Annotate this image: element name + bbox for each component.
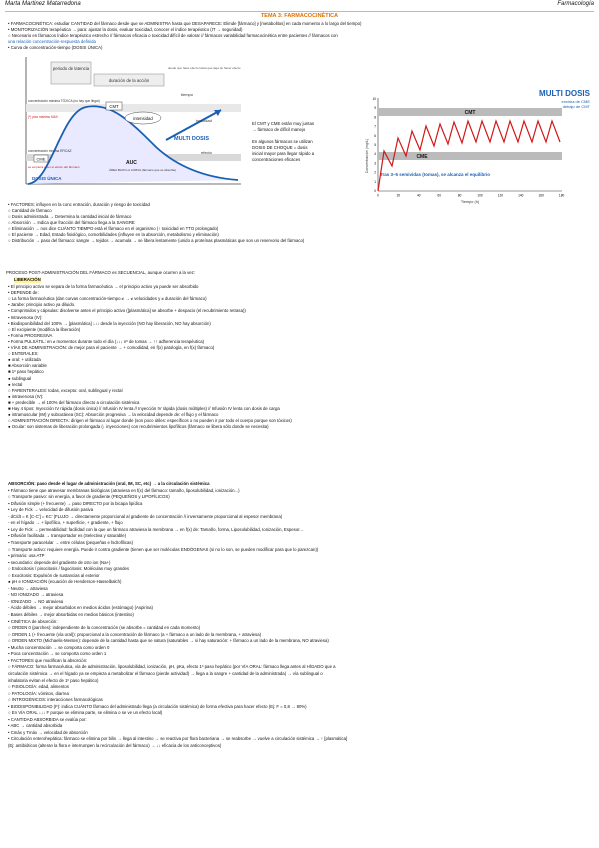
note-3: DOSIS DE CHOQUE = dosis [252,145,308,150]
liberation-tag: LIBERACIÓN [14,277,41,282]
x-tick-label: 60 [437,193,441,198]
x-tick-label: 80 [457,193,462,198]
absorption-line: ▪ Difusión simple (+ frecuente) → paso DIRECTO por la bicapa lipídica [8,500,143,506]
absorption-line: ○ Transporte activo: requiere energía. Puede ir contra gradiente (tienen que ser moléculas ENDÓGENAS (si no lo son, se pueden modificar para que lo parezcan)) [8,546,319,552]
y-tick-label: 1 [374,179,376,184]
absorption-line: - NO IONIZADO → atraviesa [8,592,64,598]
y-tick-label: 2 [374,170,376,175]
absorption-line: • Fármaco tiene que atravesar membranas biológicas (atraviesa en f(x) del fármaco: tamaño, liposolubilidad, ionización...) [8,487,240,493]
process-line: ■ + predecible → el 100% del fármaco directo a circulación sistémica [8,399,140,405]
factors-line-6: ○ Distribución → paso del fármaco: sangre → tejidos → acumula → se libera lentamente (unido a proteínas plasmáticas que son un reservorio del fármaco) [8,238,305,243]
absorption-line: ○ Endocitosis / pinocitosis / fagocitosis: Moléculas muy grandes [8,566,130,572]
absorption-line: ▪ primario: usa ATP [8,553,45,559]
process-line: • Biodisponibilidad del 100% → [plasmática] ↓↓↓ desde la inyección (NO hay liberación, NO hay absorción) [8,320,211,326]
peak-label: (*) pico máximo MAX [28,115,58,119]
process-line: ● Ocular: son sistemas de liberación prolongada (↓ inyecciones) con recubrimientos lipofílicos (fármaco se libera sólo donde se necesita) [8,424,269,430]
process-heading: PROCESO POST-ADMINISTRACIÓN DEL FÁRMACO es SECUENCIAL, aunque ocurren a la vez: [6,270,195,275]
process-line: ■ 1º paso hepático [8,369,44,375]
y-axis-label: Concentración (mg/L) [365,138,369,174]
toxic-band [26,104,241,112]
absorption-line: circulación sistémica → en el hígado ya se empieza a metabolizar el fármaco (pierde actividad) → llega a la sangre + cantidad de la administrada) → vía sublingual o [8,670,323,676]
absorption-line: ▪ Transporte paracelular → entre células (pequeñas e hidrofílicas) [8,539,134,545]
intro-line-0: • FARMACOCINÉTICA: estudiar CANTIDAD del fármaco desde que se ADMINISTRA hasta que DESAPARECE: Elimde [fármaco] y [metabolitos] en cada momento a lo largo del tiempo) [8,21,362,26]
multi-dose-label: MULTI DOSIS [174,136,210,142]
y-tick-label: 4 [374,152,376,157]
absorption-line: • CINÉTICA de absorción: [8,618,58,624]
absorption-line: ○ FISIOLOGÍA: edad, alimentos [8,684,69,690]
cmt-band-label: CMT [464,110,476,116]
absorption-line: • Circulación enterohepática: fármaco se elimina por bilis → llega al intestino → se reactiva por flora bacteriana → se reabsorbe → vuelve a circulación sistémica → ↑ [plasmática] [8,736,348,742]
process-line: ● oral: + utilizada [8,357,41,363]
y-tick-label: 0 [374,189,376,193]
x-tick-label: 120 [497,193,504,198]
equilibrium-caption: Tras 3–5 semividas (tomas), se alcanza el equilibrio [380,172,491,177]
process-line: • El principio activo se separa de la forma farmacéutica → el principio activo ya puede ser absorbido [8,284,199,289]
absorption-line: inhalatoria evitan el efecto de 1º paso hepático) [8,677,99,683]
process-line: ▪ Forma PULSÁTIL: en ≠ momentos durante todo el día (↓↓↓ nº de tomas → ↑↑ adherencia terapéutica) [8,338,205,344]
process-line: • DEPENDE de: [8,290,39,296]
page-header [5,1,594,12]
toxic-conc-label: concentración máxima TÓXICA (no hay que llegar) [28,99,100,103]
y-tick-label: 3 [374,161,376,166]
absorption-line: - IONIZADO → NO atraviesa [8,598,64,604]
process-line: ○ ENTERALES: [8,351,39,357]
author: Marta Martinez Matarredona [5,1,81,7]
x-tick-label: 140 [518,193,524,198]
intro-line-2: ○ Necesario en fármacos índice terapéutico estrecho // fármacos eficacia o toxicidad difícil de valorar // fármacos variabilidad farmacocinética entre pacientes // fármacos con [8,33,338,38]
y-tick-label: 9 [374,106,376,111]
absorption-line: ▪ Poca concentración → se comporta como orden 1 [8,651,107,657]
absorption-line: ○ ORDEN 0 (parches): independiente de la concentración (se absorbe = cantidad en cada momento) [8,625,201,631]
absorption-line: ○ ORDEN MIXTO (Michaelis-Menten): depende de la cantidad hasta que se satura (saturables → si hay saturación: + fármaco a un lado de la membrana, NO atraviesa) [8,638,329,644]
y-tick-label: 7 [374,124,376,129]
y-tick-label: 6 [374,133,376,138]
multi-dose-figure [362,86,594,206]
y-tick-label: 5 [374,143,376,147]
absorption-line: - Neutro → atraviesa [8,585,48,591]
absorption-line: ○ INTROGÉNICOS: interacciones farmacológicas [8,697,103,703]
effect-label: efecto [201,150,212,155]
absorption-line: • ABC → cantidad absorbida [8,723,63,729]
process-line: ○ El excipiente (modifica la liberación) [8,326,81,332]
process-line: ▪ Forma PROGRESIVA [8,332,53,338]
cme-band-label: CME [416,154,428,160]
factors-line-0: • FACTORES: influyen en la conc entración, duración y riesgo de toxicidad [8,202,150,207]
absorption-line: ABSORCIÓN: paso desde el lugar de administración (oral, IM, SC, etc) → a la circulación sistémica [8,481,210,486]
absorption-line: ○ Transporte pasivo: sin energía, a favor de gradiente (PEQUEÑOS y LIPOFÍLICOS) [8,494,170,500]
process-line: ○ PARENTERALES: todas, excepto: oral, sublingual y rectal [8,387,123,393]
absorption-line: • Ley de Fick → velocidad de difusión pasiva [8,507,94,513]
absorption-line: - en el hígado → + lipofílico, + superficie, + gradiente, + flujo [8,520,123,526]
factors-line-2: ○ Dosis administrada → Determina la cantidad inicial de fármaco [8,214,132,219]
x-tick-label: 20 [396,193,401,198]
auc-note: ÁREA BAJO LA CURVA (fármaco que se absorbe) [109,168,177,172]
single-dose-label: DOSIS ÚNICA [32,176,62,181]
x-tick-label: 180 [558,193,565,198]
absorption-line: • Cmáx y Tmáx → velocidad de absorción [8,729,88,735]
absorption-line: • Ley de Fick → permeabilidad: facilidad con la que un fármaco atraviesa la membrana → en f(x) de: Tamaño, forma, Liposolubilidad, Ionización, Espesor... [8,526,303,532]
auc-label: AUC [126,160,137,166]
multi-dose-sub1: encima de CME [561,99,590,104]
y-tick-label: 10 [372,97,376,101]
process-line: ● sublingual [8,375,32,381]
absorption-line: ○ FÁRMACO: forma farmacéutica, vía de administración, liposolubilidad, ionización, pH, pKa, efecto 1º paso hepático (por VÍA ORAL: fármaco llega antes al HÍGADO que a [8,664,336,670]
process-line: ● rectal [8,381,23,387]
absorption-line: ▪ Mucha concentración → se comporta como orden 0 [8,644,110,650]
absorption-line: ○ En VÍA ORAL ↓↓↓ F porque se elimina parte, se elimina o se ve un efecto local) [8,710,163,716]
absorption-line: ▪ Difusión facilitada → transportador es (Selectiva y saturable) [8,533,127,539]
multi-dose-sub2: debajo de CMT [562,104,590,109]
absorption-line: - dC/dt = K [C-C'] = KC' (FLUJO → directamente proporcional al gradiente de concentración // inversamente proporcional al espesor membrana) [8,513,283,519]
absorption-line: ▪ secundario: depende del gradiente de otro ion (Na+) [8,559,111,565]
absorption-line: - Bases débiles → mejor absorbidas en medios básicos (intestino) [8,612,134,617]
intro-line-4: • Curva de concentración-tiempo (DOSIS ÚNICA) [8,45,103,50]
absorption-line: ▪ CANTIDAD ABSORBIDA se evalúa por: [8,716,87,722]
factors-line-5: ○ El paciente → Edad, Estado fisiológico, comorbilidades (influyen en la absorción, metabolismo y eliminación) [8,232,219,237]
absorption-line: ○ ORDEN 1 (+ frecuente (vía oral)): proporcional a la concentración de fármaco (a + fármaco a un lado de la membrana, + atraviesa) [8,631,262,637]
note-1: → fármaco de difícil manejo [252,127,306,132]
process-line: ▪ Jarabe: principio activo ya diluido. [8,302,76,308]
toxicity-label: toxicidad [196,118,212,123]
absorption-line: - Ácido débiles → mejor absorbidos en medios ácidos (estómago) (Aspirina) [8,605,153,611]
duration-note: desde que hace efecto hasta que deja de hacer efecto [168,66,241,70]
absorption-line: ○ PATOLOGÍA: vómitos, diarrea [8,690,69,696]
min-eff-label: concentración mínima EFICAZ [28,149,72,153]
process-line: ● intramuscular (IM) y subcutánea (SC): Absorción progresiva → la velocidad depende de: el flujo y el fármaco [8,412,219,418]
y-tick-label: 8 [374,115,376,120]
absorption-line: ● pH e IONIZACIÓN (ecuación de Henderson-Hasselbalch) [8,579,122,585]
process-line: ○ ADMINISTRACIÓN DIRECTA: dirigen el fármaco al lugar donde (son poco útiles: específicos o no pueden ir por todo el cuerpo porque son tóxicos) [8,418,292,424]
note-5: concentraciones eficaces [252,157,301,162]
x-tick-label: 160 [538,193,544,198]
x-axis-label: Tiempo (h) [460,200,480,204]
duration-label: duración de la acción [108,78,150,83]
factors-line-1: ○ Cantidad de fármaco [8,208,52,213]
absorption-line: • BIODISPONIBILIDAD (F): indica CUÁNTO fármaco del administrado llega (a circulación sistémica) de forma efectiva para hacer efecto (Ej: F = 0,8 → 80%) [8,703,307,709]
absorption-line: ○ Exocitosis: Expulsión de sustancias al exterior [8,572,100,578]
cmt-label: CMT [109,104,119,109]
absorption-line: • FACTORES que modifican la absorción: [8,657,88,663]
time-label: tiempo [181,92,194,97]
multi-dose-title: MULTI DOSIS [539,89,590,98]
single-dose-figure [6,52,246,192]
factors-line-3: ○ Absorción → Indica que fracción del fármaco llega a la SANGRE [8,220,135,225]
note-2: En algunos fármacos se utilizan [252,139,313,144]
subject: Farmacología [557,1,594,7]
process-line: ● intravenosa (IV): [8,393,44,399]
page-title: TEMA 3: FARMACOCINÉTICA [260,13,339,19]
process-line: ▪ Intravenosa (IV): [8,314,43,320]
absorption-line: (Ej: antibióticos (alteran la flora e interrumpen la recirculación del fármaco) → ↓↓ eficacia de los anticonceptivos) [8,743,222,748]
process-line: ▪ Comprimidos y cápsulas: disolverse antes el principio activo ([plasmática] se absorbe + despacio (el recubrimiento retrasa)) [8,308,246,314]
note-4: inicial mayor para llegar rápido a [252,151,315,156]
process-line: ○ La forma farmacéutica (dan curvas concentración-tiempo ≠ → ≠ velocidades y ≠ duración del fármaco) [8,296,207,302]
process-line: ■ Hay 4 tipos: Inyección IV rápida (dosis única) // Infusión IV lenta // Inyección IV rápida (dosis múltiples) // Infusión IV lenta con dosis de carga [8,406,280,411]
process-line: • VÍAS DE ADMINISTRACIÓN: de mejor para el paciente → + comodidad, en f(x) patología, en f(x) fármaco) [8,345,215,350]
intro-line-1: • MONITORIZACIÓN terapéutica → para: ajustar la dosis, evaluar toxicidad, conocer el índice terapéutico (IT → seguridad) [8,27,243,32]
x-tick-label: 0 [377,193,379,198]
process-line: ■ Absorción variable [8,363,47,369]
min-eff-note: se empieza a ver el efecto del fármaco [28,165,80,169]
latency-label: periodo de latencia [52,66,90,71]
note-0: El CMT y CME están muy juntas [252,121,315,126]
cme-label: CME [36,156,46,162]
x-tick-label: 40 [417,193,421,198]
intensity-label: intensidad [133,116,153,121]
x-tick-label: 100 [477,193,483,198]
factors-line-4: ○ Eliminación → nos dice CUÁNTO TIEMPO está el fármaco en el organismo (↑ toxicidad en TTO prolongado) [8,226,219,231]
intro-line-3: una relación concentración-respuesta definida [8,39,96,44]
